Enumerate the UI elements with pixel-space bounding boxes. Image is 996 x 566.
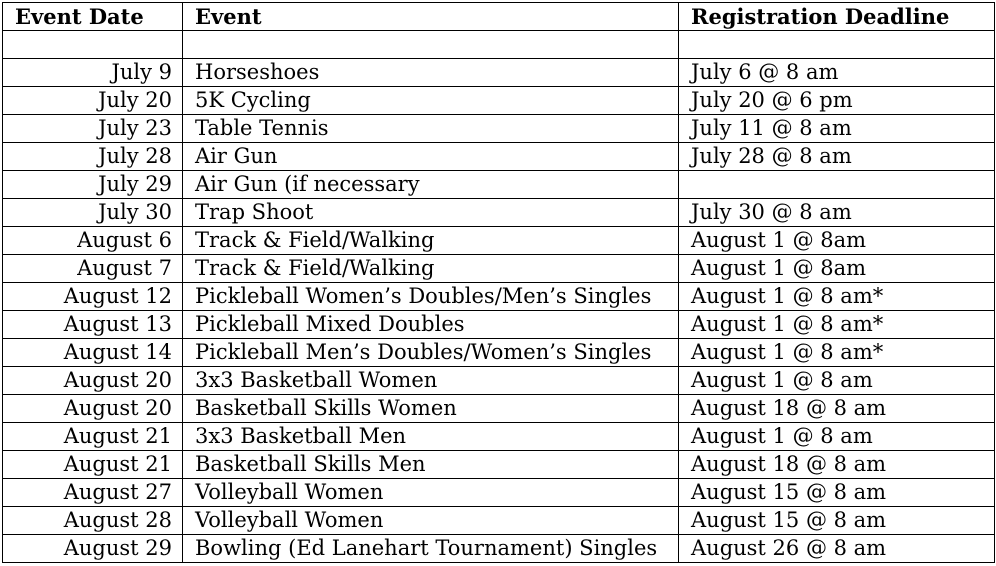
header-event: Event: [183, 3, 679, 31]
event-date-cell: August 28: [3, 507, 183, 535]
table-row: [3, 311, 995, 339]
event-name-cell: Pickleball Women’s Doubles/Men’s Singles: [183, 283, 679, 311]
registration-deadline-cell: August 1 @ 8 am: [679, 423, 995, 451]
event-date-cell: August 14: [3, 339, 183, 367]
table-row: [3, 535, 995, 563]
header-row: [3, 3, 995, 31]
header-registration-deadline: Registration Deadline: [679, 3, 995, 31]
table-row: [3, 227, 995, 255]
event-name-cell: Basketball Skills Men: [183, 451, 679, 479]
event-date-cell: July 9: [3, 59, 183, 87]
table-row: [3, 423, 995, 451]
table-row: [3, 395, 995, 423]
event-name-cell: Air Gun (if necessary: [183, 171, 679, 199]
event-date-cell: August 7: [3, 255, 183, 283]
blank-cell: [3, 31, 183, 59]
event-name-cell: 5K Cycling: [183, 87, 679, 115]
registration-deadline-cell: July 20 @ 6 pm: [679, 87, 995, 115]
registration-deadline-cell: August 1 @ 8am: [679, 227, 995, 255]
event-name-cell: Air Gun: [183, 143, 679, 171]
table-row: [3, 479, 995, 507]
event-name-cell: 3x3 Basketball Men: [183, 423, 679, 451]
event-date-cell: July 20: [3, 87, 183, 115]
event-date-cell: July 30: [3, 199, 183, 227]
event-date-cell: August 21: [3, 451, 183, 479]
blank-cell: [679, 31, 995, 59]
event-name-cell: Track & Field/Walking: [183, 227, 679, 255]
registration-deadline-cell: July 30 @ 8 am: [679, 199, 995, 227]
event-date-cell: July 29: [3, 171, 183, 199]
registration-deadline-cell: August 18 @ 8 am: [679, 395, 995, 423]
event-date-cell: August 21: [3, 423, 183, 451]
table-row: [3, 171, 995, 199]
registration-deadline-cell: July 6 @ 8 am: [679, 59, 995, 87]
table-row: [3, 199, 995, 227]
event-date-cell: August 20: [3, 395, 183, 423]
table-row: [3, 507, 995, 535]
event-name-cell: Trap Shoot: [183, 199, 679, 227]
header-event-date: Event Date: [3, 3, 183, 31]
registration-deadline-cell: July 11 @ 8 am: [679, 115, 995, 143]
event-name-cell: Volleyball Women: [183, 507, 679, 535]
event-date-cell: August 13: [3, 311, 183, 339]
event-date-cell: August 6: [3, 227, 183, 255]
registration-deadline-cell: [679, 171, 995, 199]
registration-deadline-cell: August 1 @ 8 am: [679, 367, 995, 395]
event-date-cell: August 27: [3, 479, 183, 507]
table-row: [3, 367, 995, 395]
table-row: [3, 87, 995, 115]
event-date-cell: August 29: [3, 535, 183, 563]
blank-cell: [183, 31, 679, 59]
table-row: [3, 59, 995, 87]
registration-deadline-cell: August 18 @ 8 am: [679, 451, 995, 479]
registration-deadline-cell: August 26 @ 8 am: [679, 535, 995, 563]
table-row: [3, 283, 995, 311]
event-date-cell: August 12: [3, 283, 183, 311]
table-row: [3, 451, 995, 479]
table-row: [3, 255, 995, 283]
registration-deadline-cell: August 15 @ 8 am: [679, 507, 995, 535]
registration-deadline-cell: August 1 @ 8am: [679, 255, 995, 283]
table-row: [3, 339, 995, 367]
event-name-cell: Horseshoes: [183, 59, 679, 87]
event-name-cell: Volleyball Women: [183, 479, 679, 507]
registration-deadline-cell: August 1 @ 8 am*: [679, 311, 995, 339]
table-body: [3, 31, 995, 563]
event-schedule-table: [2, 2, 995, 563]
event-name-cell: Bowling (Ed Lanehart Tournament) Singles: [183, 535, 679, 563]
event-name-cell: Table Tennis: [183, 115, 679, 143]
registration-deadline-cell: August 1 @ 8 am*: [679, 339, 995, 367]
table-row: [3, 115, 995, 143]
event-name-cell: Pickleball Mixed Doubles: [183, 311, 679, 339]
event-date-cell: July 28: [3, 143, 183, 171]
event-date-cell: August 20: [3, 367, 183, 395]
blank-row: [3, 31, 995, 59]
event-name-cell: Pickleball Men’s Doubles/Women’s Singles: [183, 339, 679, 367]
event-name-cell: Basketball Skills Women: [183, 395, 679, 423]
table-row: [3, 143, 995, 171]
registration-deadline-cell: August 1 @ 8 am*: [679, 283, 995, 311]
registration-deadline-cell: August 15 @ 8 am: [679, 479, 995, 507]
event-name-cell: 3x3 Basketball Women: [183, 367, 679, 395]
event-name-cell: Track & Field/Walking: [183, 255, 679, 283]
registration-deadline-cell: July 28 @ 8 am: [679, 143, 995, 171]
event-date-cell: July 23: [3, 115, 183, 143]
